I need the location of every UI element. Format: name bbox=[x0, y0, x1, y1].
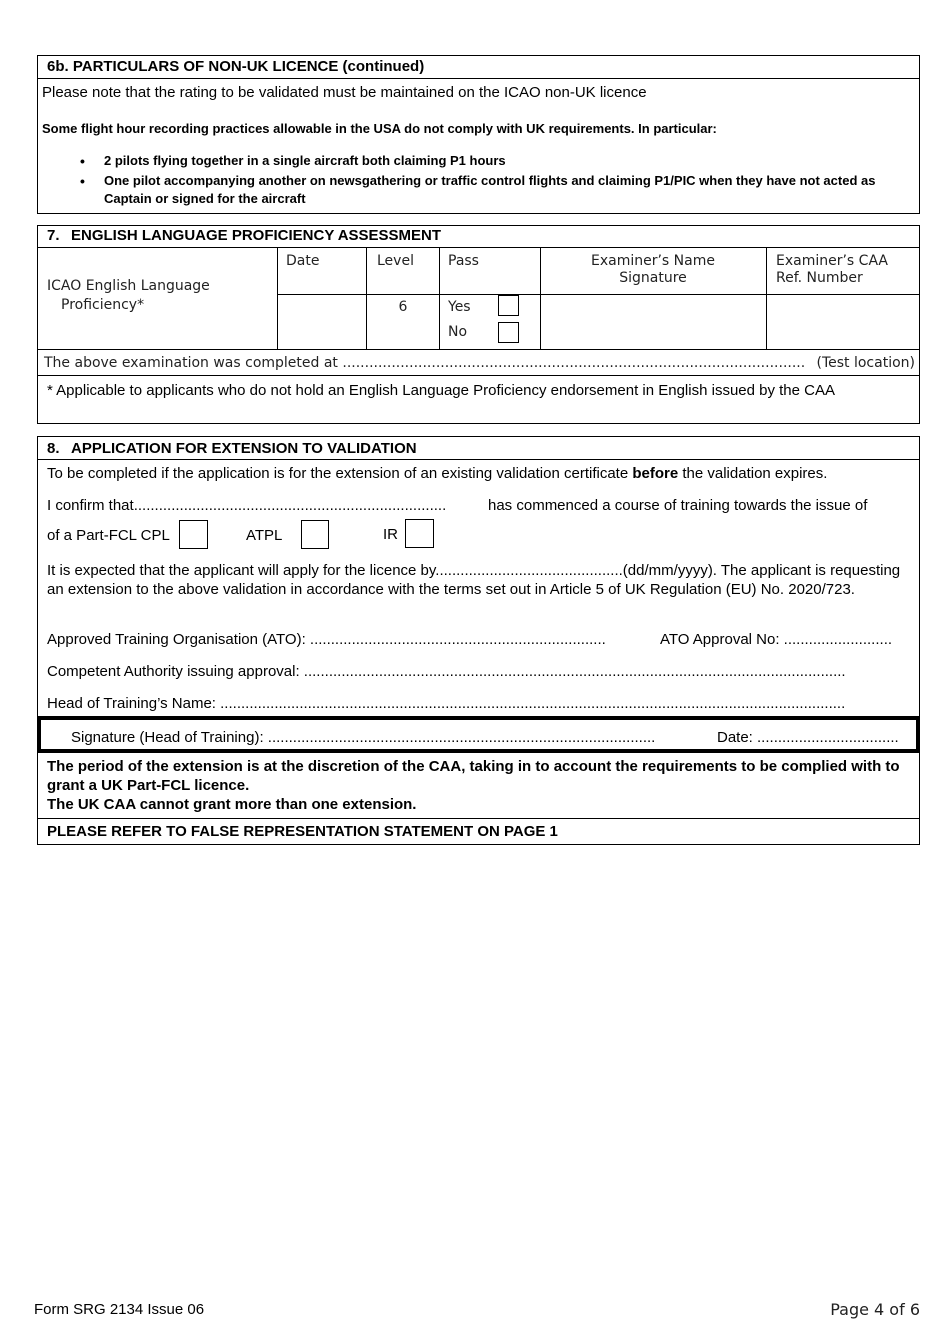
confirm-applicant-line[interactable]: I confirm that........................................................................... bbox=[47, 497, 447, 514]
icao-proficiency-label-2: Proficiency* bbox=[61, 297, 145, 313]
section-7-footnote: * Applicable to applicants who do not hold an English Language Proficiency endorsement in English issued by the CAA bbox=[47, 382, 836, 399]
ir-checkbox[interactable] bbox=[405, 519, 434, 548]
cpl-checkbox[interactable] bbox=[179, 520, 208, 549]
level-column-header: Level bbox=[377, 253, 414, 269]
date-field[interactable] bbox=[278, 295, 366, 349]
section-6b-bullet: • 2 pilots flying together in a single aircraft both claiming P1 hours bbox=[104, 152, 912, 170]
section-6b-title: 6b. PARTICULARS OF NON-UK LICENCE (continued) bbox=[47, 58, 425, 75]
examiner-signature-header: Signature bbox=[619, 270, 687, 286]
pass-yes-label: Yes bbox=[448, 299, 471, 315]
examiner-ref-field[interactable] bbox=[767, 295, 919, 349]
examiner-name-header: Examiner’s Name bbox=[591, 253, 715, 269]
section-8-title: APPLICATION FOR EXTENSION TO VALIDATION bbox=[71, 440, 417, 457]
section-6b bbox=[37, 55, 920, 214]
intro-text-end: the validation expires. bbox=[678, 465, 828, 482]
ato-line[interactable]: Approved Training Organisation (ATO): ....................................................................... bbox=[47, 631, 606, 648]
section-8-number: 8. bbox=[47, 440, 60, 457]
head-of-training-name[interactable]: Head of Training’s Name: ...................................................................................................................................................... bbox=[47, 695, 846, 712]
expected-date-paragraph[interactable]: It is expected that the applicant will apply for the licence by.............................................(dd/mm/yyyy). The applicant is requesting an extension to the above validation in accordance with the terms set out in Article 5 of UK Regulation (EU) No. 2020/723. bbox=[47, 562, 901, 598]
page-number: Page 4 of 6 bbox=[830, 1300, 920, 1319]
form-reference: Form SRG 2134 Issue 06 bbox=[34, 1301, 205, 1318]
competent-authority-line[interactable]: Competent Authority issuing approval: .................................................................................................................................. bbox=[47, 663, 846, 680]
part-fcl-cpl-label: of a Part-FCL CPL bbox=[47, 527, 170, 544]
examiner-ref-header: Examiner’s CAA bbox=[776, 253, 888, 269]
test-location-line[interactable]: The above examination was completed at ........................................................................................................ bbox=[44, 355, 806, 371]
section-7-title: ENGLISH LANGUAGE PROFICIENCY ASSESSMENT bbox=[71, 227, 442, 244]
commenced-text: has commenced a course of training towards the issue of bbox=[488, 497, 868, 514]
atpl-checkbox[interactable] bbox=[301, 520, 329, 549]
section-8-intro bbox=[47, 465, 827, 482]
section-7 bbox=[37, 225, 920, 424]
atpl-label: ATPL bbox=[246, 527, 283, 544]
pass-yes-checkbox[interactable] bbox=[498, 295, 519, 316]
false-representation-notice: PLEASE REFER TO FALSE REPRESENTATION STATEMENT ON PAGE 1 bbox=[47, 823, 558, 840]
signature-box bbox=[37, 716, 920, 753]
examiner-ref-header-2: Ref. Number bbox=[776, 270, 863, 286]
pass-no-label: No bbox=[448, 324, 468, 340]
ato-approval-no[interactable]: ATO Approval No: .......................... bbox=[660, 631, 893, 648]
section-6b-note: Please note that the rating to be validated must be maintained on the ICAO non-UK licence bbox=[42, 84, 647, 101]
ir-label: IR bbox=[383, 526, 398, 543]
icao-proficiency-label: ICAO English Language bbox=[47, 278, 210, 294]
one-extension-notice: The UK CAA cannot grant more than one extension. bbox=[47, 796, 417, 813]
section-8 bbox=[37, 436, 920, 845]
section-7-number: 7. bbox=[47, 227, 60, 244]
signature-line[interactable]: Signature (Head of Training): ............................................................................................. bbox=[71, 729, 656, 746]
signature-date[interactable]: Date: .................................. bbox=[717, 729, 899, 746]
pass-column-header: Pass bbox=[448, 253, 479, 269]
section-6b-bullet: • One pilot accompanying another on newsgathering or traffic control flights and claiming P1/PIC when they have not acted as Captain or signed for the aircraft bbox=[104, 172, 912, 208]
intro-bold: before bbox=[632, 465, 679, 482]
section-6b-bullet-list bbox=[104, 152, 912, 208]
examiner-signature-field[interactable] bbox=[541, 295, 766, 349]
level-value: 6 bbox=[398, 299, 408, 315]
test-location-label: (Test location) bbox=[816, 355, 915, 371]
section-6b-warning: Some flight hour recording practices allowable in the USA do not comply with UK requirements. In particular: bbox=[42, 121, 717, 136]
discretion-notice: The period of the extension is at the discretion of the CAA, taking in to account the requirements to be complied with to grant a UK Part-FCL licence. bbox=[47, 758, 900, 794]
intro-text: To be completed if the application is for the extension of an existing validation certificate bbox=[47, 465, 633, 482]
pass-no-checkbox[interactable] bbox=[498, 322, 519, 343]
date-column-header: Date bbox=[286, 253, 320, 269]
